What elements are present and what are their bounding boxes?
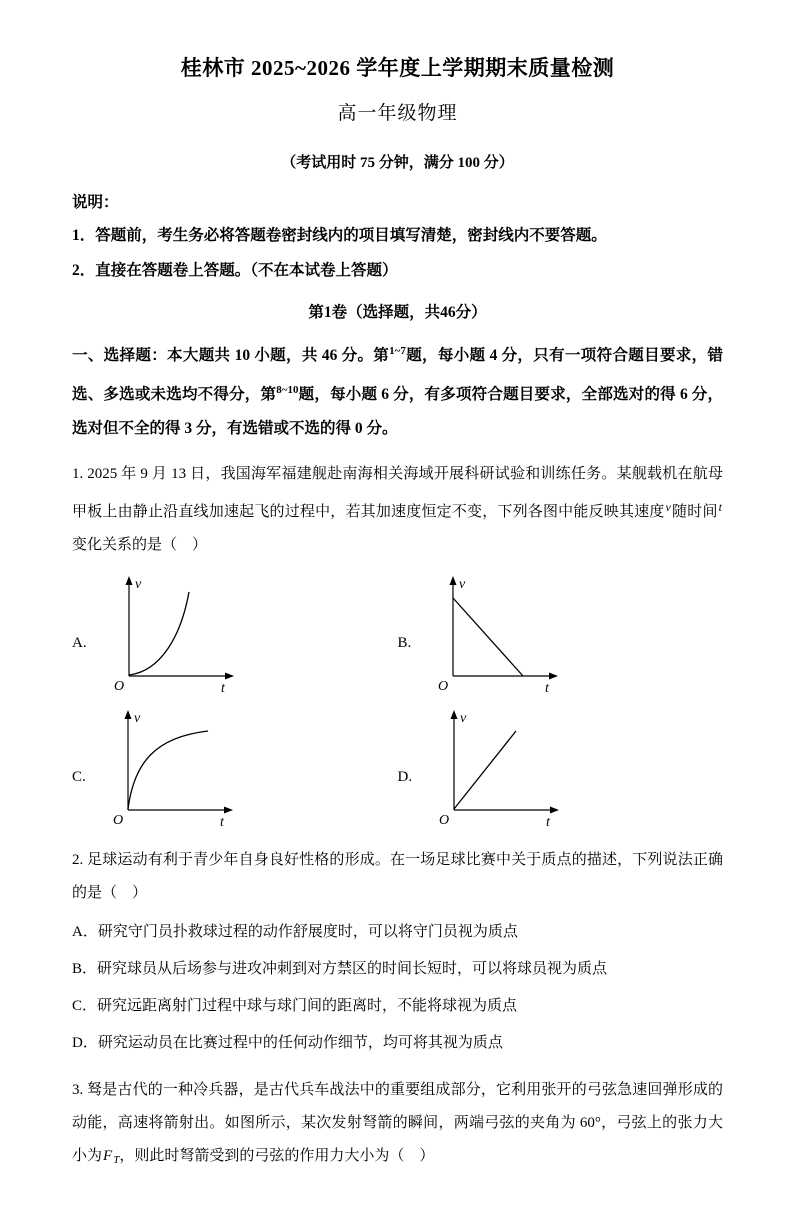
page-title: 桂林市 2025~2026 学年度上学期期末质量检测 — [180, 56, 615, 80]
q1-var-v: v — [665, 500, 671, 514]
q1-text-1: 1. 2025 年 9 月 13 日，我国海军福建舰赴南海相关海域开展科研试验和训练任务。某舰载机在航母甲板上由静止沿直线加速起飞的过程中，若其加速度恒定不变，下列各图中能反映其速度 — [72, 466, 723, 520]
q1-graph-row-2 — [72, 704, 723, 832]
q2-option-b: B．研究球员从后场参与进攻冲刺到对方禁区的时间长短时，可以将球员视为质点 — [72, 961, 608, 977]
graph-b-y-axis-label: v — [459, 577, 466, 592]
graph-c-origin-label: O — [112, 813, 123, 828]
q1-graph-row-1 — [72, 570, 723, 698]
q1-graphs — [72, 570, 723, 832]
graph-c-label: C. — [72, 768, 86, 785]
graph-d-label: D. — [397, 768, 413, 785]
intro-range-1: 1~7 — [389, 345, 406, 357]
graph-b-origin-label: O — [438, 679, 449, 694]
graph-a-origin-label: O — [113, 679, 124, 694]
q3-text-1: 3. 驽是古代的一种冷兵器，是古代兵车战法中的重要组成部分，它利用张开的弓弦急速回弹形成的动能，高速将箭射出。如图所示，某次发射弩箭的瞬间，两端弓弦的夹角为 60°，弓弦上的张力大小为 — [72, 1082, 723, 1164]
section-title: 第1卷（选择题，共46分） — [308, 304, 487, 321]
graph-a-label: A. — [72, 634, 87, 651]
q1-graph-option-d — [398, 704, 724, 832]
graph-d-vt-plot — [432, 704, 592, 832]
q1-var-t: t — [718, 500, 722, 514]
graph-d-x-axis-label: t — [546, 815, 550, 830]
graph-d-origin-label: O — [439, 813, 450, 828]
graph-c-vt-plot — [106, 704, 266, 832]
q1-text-2: 随时间 — [671, 504, 718, 520]
question-1-stem — [72, 458, 723, 562]
question-2-stem: 2. 足球运动有利于青少年自身良好性格的形成。在一场足球比赛中关于质点的描述，下列说法正确的是（ ） — [72, 852, 723, 901]
q1-graph-option-a — [72, 570, 398, 698]
instruction-item-1: 1．答题前，考生务必将答题卷密封线内的项目填写清楚，密封线内不要答题。 — [72, 227, 607, 244]
intro-range-2: 8~10 — [276, 384, 299, 396]
question-3-stem — [72, 1074, 723, 1177]
graph-b-label: B. — [397, 634, 412, 651]
graph-c-y-axis-label: v — [133, 711, 140, 726]
graph-a-y-axis-label: v — [134, 577, 141, 592]
intro-part-3: 题，每小题 6 分，有多项符合题目要求，全部选对的得 6 分，选对但不全的得 3 分，有选错或不选的得 0 分。 — [72, 386, 723, 437]
intro-part-1: 一、选择题：本大题共 10 小题，共 46 分。第 — [72, 347, 390, 364]
q2-option-d: D．研究运动员在比赛过程中的任何动作细节，均可将其视为质点 — [72, 1035, 503, 1051]
graph-c-x-axis-label: t — [219, 815, 224, 830]
page-subtitle: 高一年级物理 — [337, 103, 458, 124]
question-2-options — [72, 914, 723, 1062]
graph-a-x-axis-label: t — [220, 681, 225, 696]
instructions-heading: 说明： — [72, 194, 119, 211]
graph-b-vt-plot — [431, 570, 591, 698]
q1-graph-option-b — [398, 570, 724, 698]
instructions-block — [72, 188, 723, 288]
graph-d-y-axis-label: v — [460, 711, 467, 726]
q3-sub-t: T — [113, 1154, 120, 1166]
q1-text-3: 变化关系的是（ ） — [72, 537, 208, 553]
q3-var-f: F — [103, 1148, 113, 1164]
instruction-item-2: 2．直接在答题卷上答题。（不在本试卷上答题） — [72, 262, 398, 279]
exam-info: （考试用时 75 分钟，满分 100 分） — [281, 155, 514, 171]
q2-option-c: C．研究远距离射门过程中球与球门间的距离时，不能将球视为质点 — [72, 998, 518, 1014]
graph-b-x-axis-label: t — [545, 681, 550, 696]
graph-a-vt-plot — [107, 570, 267, 698]
q2-option-a: A．研究守门员扑救球过程的动作舒展度时，可以将守门员视为质点 — [72, 924, 518, 940]
q3-text-2: ，则此时弩箭受到的弓弦的作用力大小为（ ） — [119, 1148, 435, 1164]
intro-part-2: 题，每小题 4 分，只有一项符合题目要求，错选、多选或未选均不得分，第 — [72, 347, 723, 403]
q1-graph-option-c — [72, 704, 398, 832]
section-intro — [72, 334, 723, 446]
